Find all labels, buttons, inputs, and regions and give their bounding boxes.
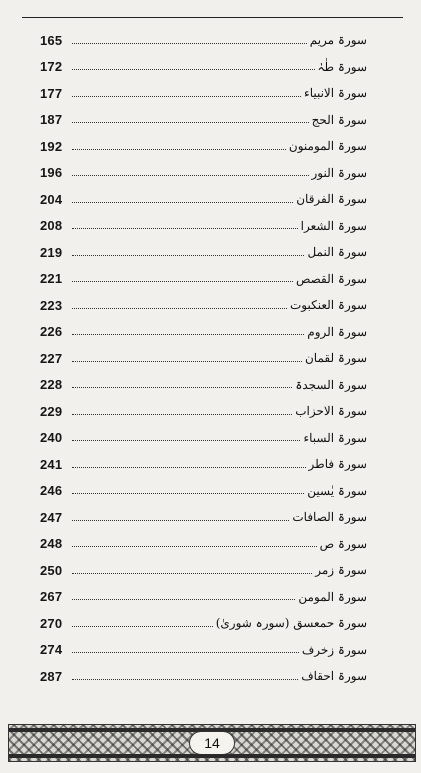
toc-surah-title: سورۃ الانبیاء: [304, 86, 367, 101]
toc-page-number: 240: [40, 430, 63, 446]
dot-leader: [72, 96, 301, 97]
toc-row: [40, 557, 367, 584]
toc-surah-title: سورۃ العنکبوت: [289, 298, 367, 313]
toc-page-number: 172: [40, 59, 63, 75]
toc-page-number: 267: [40, 589, 63, 605]
toc-surah-title: سورۃ ص: [319, 536, 367, 551]
dot-leader: [72, 599, 295, 600]
toc-page-number: 250: [40, 562, 63, 578]
toc-page-number: 227: [40, 350, 63, 366]
dot-leader: [72, 202, 293, 203]
toc-row: [40, 637, 367, 664]
toc-row: [40, 292, 367, 319]
toc-page-number: 208: [40, 218, 63, 234]
toc-page-number: 204: [40, 191, 63, 207]
toc-page-number: 228: [40, 377, 63, 393]
dot-leader: [72, 69, 315, 70]
toc-row: [40, 133, 367, 160]
toc-row: [40, 425, 367, 452]
dot-leader: [72, 440, 300, 441]
toc-row: [40, 584, 367, 611]
dot-leader: [72, 149, 286, 150]
toc-surah-title: سورۃ النور: [311, 165, 367, 180]
toc-surah-title: سورۃ المومنون: [288, 139, 367, 154]
toc-surah-title: سورۃ الروم: [307, 324, 367, 339]
toc-surah-title: سورۃ المومن: [298, 589, 367, 604]
page-number: 14: [204, 735, 220, 751]
dot-leader: [72, 228, 298, 229]
toc-surah-title: سورۃ السباء: [303, 430, 367, 445]
dot-leader: [72, 520, 289, 521]
top-rule: [22, 17, 403, 18]
toc-row: [40, 478, 367, 505]
toc-row: [40, 80, 367, 107]
toc-page-number: 229: [40, 403, 63, 419]
toc-row: [40, 213, 367, 240]
toc-row: [40, 531, 367, 558]
toc-page-number: 274: [40, 642, 63, 658]
toc-surah-title: سورۃ زمر: [315, 563, 367, 578]
toc-page-number: 287: [40, 668, 63, 684]
toc-surah-title: سورۃ القصص: [295, 271, 367, 286]
toc-row: [40, 266, 367, 293]
toc-page-number: 165: [40, 32, 63, 48]
toc-surah-title: سورۃ الصافات: [292, 510, 367, 525]
toc-page-number: 187: [40, 112, 63, 128]
toc-row: [40, 160, 367, 187]
toc-page-number: 196: [40, 165, 63, 181]
toc-surah-title: سورۃ فاطر: [308, 457, 367, 472]
toc-page-number: 221: [40, 271, 63, 287]
dot-leader: [72, 652, 299, 653]
toc-page-number: 248: [40, 536, 63, 552]
toc-page-number: 270: [40, 615, 63, 631]
toc-row: [40, 345, 367, 372]
toc-page-number: 177: [40, 85, 63, 101]
toc-page-number: 223: [40, 297, 63, 313]
toc-page-number: 192: [40, 138, 63, 154]
toc-row: [40, 663, 367, 690]
dot-leader: [72, 334, 304, 335]
toc-row: [40, 372, 367, 399]
toc-row: [40, 504, 367, 531]
dot-leader: [72, 255, 304, 256]
toc-row: [40, 319, 367, 346]
dot-leader: [72, 467, 306, 468]
dot-leader: [72, 626, 213, 627]
toc-page-number: 226: [40, 324, 63, 340]
toc-surah-title: سورۃ مریم: [309, 33, 367, 48]
toc-page-number: 246: [40, 483, 63, 499]
dot-leader: [72, 573, 312, 574]
dot-leader: [72, 679, 298, 680]
toc-surah-title: سورۃ حمعسق (سورہ شوریٰ): [215, 616, 367, 631]
toc-row: [40, 54, 367, 81]
dot-leader: [72, 43, 307, 44]
toc-surah-title: سورۃ السجدۃ: [295, 377, 367, 392]
toc-row: [40, 239, 367, 266]
toc-surah-title: سورۃ الاحزاب: [295, 404, 367, 419]
toc-row: [40, 451, 367, 478]
toc-page-number: 219: [40, 244, 63, 260]
toc-row: [40, 610, 367, 637]
toc-surah-title: سورۃ الحج: [311, 112, 367, 127]
dot-leader: [72, 414, 292, 415]
toc-row: [40, 186, 367, 213]
toc-row: [40, 398, 367, 425]
toc-row: [40, 27, 367, 54]
toc-surah-title: سورۃ الفرقان: [296, 192, 367, 207]
toc-row: [40, 107, 367, 134]
dot-leader: [72, 122, 309, 123]
dot-leader: [72, 493, 304, 494]
dot-leader: [72, 175, 309, 176]
toc-surah-title: سورۃ الشعرا: [300, 218, 367, 233]
toc-surah-title: سورۃ طٰہٰ: [317, 59, 367, 74]
table-of-contents: [40, 27, 367, 690]
toc-surah-title: سورۃ زخرف: [301, 642, 367, 657]
toc-surah-title: سورۃ یٰسین: [307, 483, 367, 498]
dot-leader: [72, 281, 293, 282]
toc-page-number: 247: [40, 509, 63, 525]
toc-page-number: 241: [40, 456, 63, 472]
dot-leader: [72, 387, 292, 388]
toc-surah-title: سورۃ النمل: [307, 245, 367, 260]
toc-surah-title: سورۃ لقمان: [304, 351, 367, 366]
dot-leader: [72, 308, 287, 309]
dot-leader: [72, 546, 317, 547]
dot-leader: [72, 361, 302, 362]
toc-surah-title: سورۃ احقاف: [301, 669, 367, 684]
footer-ornament-band: [8, 724, 416, 762]
page-number-badge: [189, 731, 235, 755]
